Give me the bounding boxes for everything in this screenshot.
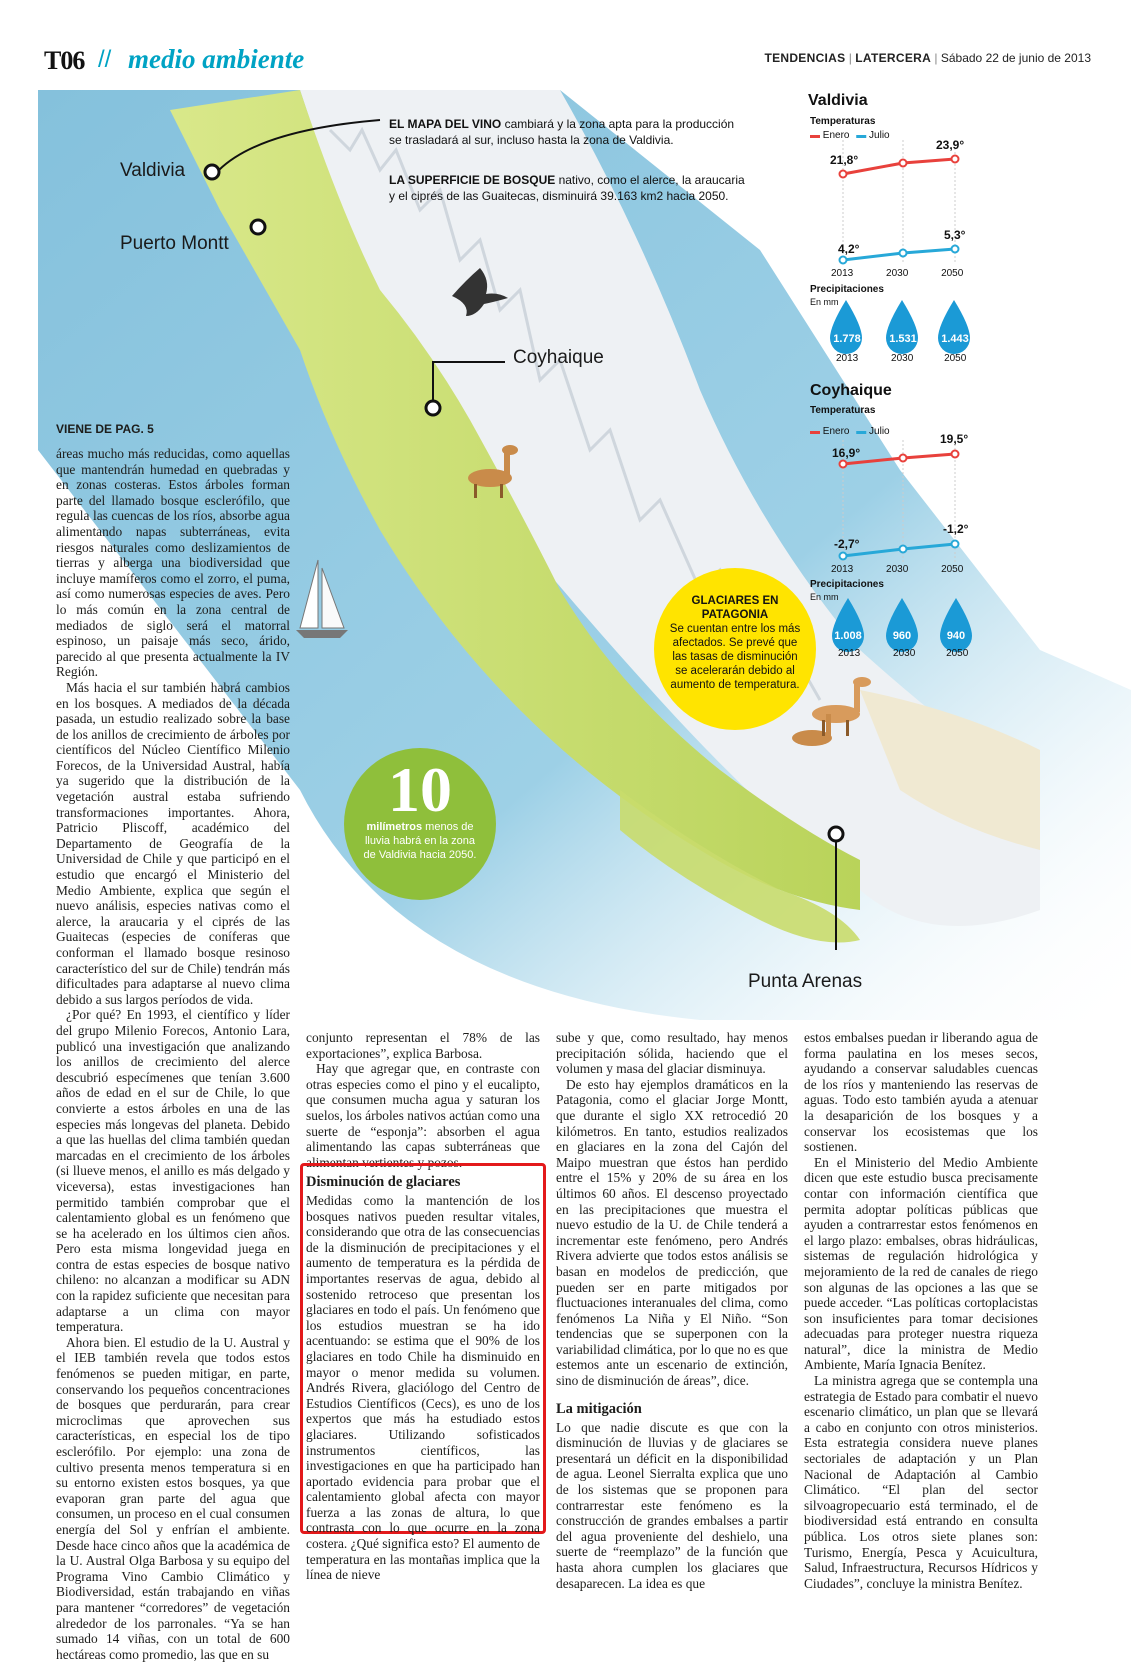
valdivia-jan-point (840, 171, 847, 178)
city-label-punta-arenas: Punta Arenas (748, 971, 863, 992)
year-label: 2013 (831, 564, 854, 575)
paragraph: En el Ministerio del Medio Ambiente dicen que este estudio busca precisamente contar con información científica que permita adoptar políticas públicas que ayuden a contrarrestar estos fenómenos en el largo plazo: embalses, obras hidráulicas, sistemas de regulación hidrológica y mejoramiento de la red de canales de riego son algunas de las opciones a las que se puede acceder. “Las políticas cortoplacistas son insuficientes para tomar decisiones adecuadas para proteger nuestra riqueza natural”, dice la ministra de Medio Ambiente, María Ignacia Benítez. (804, 1154, 1038, 1373)
punta-arenas-marker (829, 827, 843, 841)
legend-enero: Enero (822, 130, 850, 141)
year-label: 2030 (886, 564, 909, 575)
valdivia-legend: ▬ Enero ▬ Julio (810, 130, 890, 141)
rain-reduction-circle (344, 748, 496, 900)
paragraph: Hay que agregar que, en contraste con otras especies como el pino y el eucalipto, que consumen mucha agua y saturan los suelos, los árboles nativos actúan como una suerte de “esponja”: absorben el agua alimentando las capas subterráneas que alimentan vertientes y pozos. (306, 1061, 540, 1170)
year-label: 2013 (836, 353, 859, 364)
year-label: 2030 (893, 648, 916, 659)
coyhaique-jul-point (952, 541, 959, 548)
valdivia-jan-start: 21,8° (830, 153, 859, 167)
rain-reduction-number: 10 (388, 754, 452, 825)
paragraph: Lo que nadie discute es que con la disminución de lluvias y de glaciares se presentará un déficit en la disponibilidad de agua. Leonel Sierralta explica que uno de los sistemas que se proponen para contrarrestar este fenómeno es la construcción de grandes embalses a partir del agua proveniente del deshielo, una suerte de “reemplazo” de la función que hasta ahora cumplen los glaciares que desaparecen. La idea es que (556, 1419, 788, 1591)
article-column-4 (804, 1030, 1038, 1591)
rain-reduction-unit: milímetros (366, 821, 423, 833)
article-column-3 (556, 1030, 788, 1591)
coyhaique-precip-drops (822, 596, 982, 652)
header-masthead: TENDENCIAS | LATERCERA | Sábado 22 de junio de 2013 (764, 51, 1091, 65)
city-label-valdivia: Valdivia (120, 160, 186, 181)
city-label-puerto-montt: Puerto Montt (120, 233, 229, 254)
header-brand: TENDENCIAS (764, 51, 846, 65)
continued-from-label: VIENE DE PAG. 5 (56, 422, 154, 436)
year-label: 2013 (831, 268, 854, 279)
coyhaique-precip-years (838, 648, 968, 659)
forest-surface-note (389, 172, 749, 204)
section-heading-glaciers: Disminución de glaciares (306, 1174, 461, 1190)
rain-reduction-text (344, 820, 496, 862)
coyhaique-legend: ▬ Enero ▬ Julio (810, 426, 890, 437)
year-label: 2050 (941, 564, 964, 575)
valdivia-precip-unit: En mm (810, 297, 839, 307)
valdivia-jul-start: 4,2° (838, 242, 860, 256)
year-label: 2013 (838, 648, 861, 659)
valdivia-jul-end: 5,3° (944, 228, 966, 242)
valdivia-jul-point (952, 246, 959, 253)
glaciers-title-line2: PATAGONIA (701, 609, 769, 621)
year-label: 2030 (886, 268, 909, 279)
precip-drop (938, 300, 970, 354)
puerto-montt-marker (251, 220, 265, 234)
year-label: 2050 (944, 353, 967, 364)
paragraph: Ahora bien. El estudio de la U. Austral y el IEB también revela que todos estos fenómenos se pueden mitigar, en parte, conservando los pequeños concentraciones de bosques que perdurarán, para crear microclimas que aprovechen sus características, en especial los de tipo esclerófilo. Por ejemplo: una zona de cultivo presenta menos temperatura si en su entorno existen estos bosques, ya que evaporan gran parte del agua que consumen, un proceso en el cual consumen energía del Sol y enfrían el ambiente. Desde hace cinco años que la académica de la U. Austral Olga Barbosa y su equipo del Programa Vino Cambio Climático y Biodiversidad, están trabajando en viñas para mantener “corredores” de vegetación alrededor de los parronales. “Ya se han sumado 14 viñas, con un total de 600 hectáreas como promedio, las que en su (56, 1334, 290, 1662)
year-label: 2050 (941, 268, 964, 279)
valdivia-precip-label: Precipitaciones (810, 284, 884, 295)
header-date: Sábado 22 de junio de 2013 (940, 51, 1091, 65)
header-separator: // (98, 46, 112, 73)
valdivia-marker (205, 165, 219, 179)
paragraph: ¿Por qué? En 1993, el científico y líder del grupo Milenio Forecos, Antonio Lara, publicó una investigación que analizando los anillos de crecimiento del alerce descubrió especímenes que tenían 3.600 años de edad en el sur de Chile, lo que convierte a estos árboles en una de las especies más longevas del planeta. Debido a que las huellas del clima también quedan marcadas en el crecimiento de los árboles (si llueve menos, el anillo es más delgado y viceversa), estas investigaciones han permitido también comprobar que el calentamiento global es un fenómeno que se ha acelerado en los últimos cien años. Pero esta misma longevidad juega en contra de estas especies de bosque nativo chileno: no alcanzan a modificar su ADN con la rapidez suficiente que necesitan para adaptarse a un clima con mayor temperatura. (56, 1007, 290, 1335)
coyhaique-precip-2013: 1.008 (834, 630, 862, 642)
paragraph: De esto hay ejemplos dramáticos en la Patagonia, como el glaciar Jorge Montt, que durante el siglo XX retrocedió 20 kilómetros. En tanto, estudios realizados en glaciares en la zona del Cajón del Maipo muestran que éstos han perdido entre el 15% y 20% de su área en los últimos 60 años. El descenso proyectado en las precipitaciones que muestra el nuevo estudio de la U. de Chile tenderá a incrementar este fenómeno, pero Andrés Rivera advierte que todos estos análisis se basan en modelos de predicción, que pueden ser en parte mitigados por fluctuaciones interanuales del clima, como fenómenos La Niña y El Niño. “Son tendencias que se superponen con la variabilidad climática, por lo que no es que estemos ante un escenario de extinción, sino de disminución de áreas”, dice. (556, 1076, 788, 1389)
article-column-1 (56, 446, 290, 1662)
coyhaique-marker (426, 401, 440, 415)
coyhaique-jan-point (840, 461, 847, 468)
valdivia-precip-2050: 1.443 (941, 333, 969, 345)
precip-drop (832, 598, 864, 652)
precip-drop (940, 598, 972, 652)
legend-enero: Enero (822, 426, 850, 437)
paragraph: sube y que, como resultado, hay menos precipitación sólida, haciendo que el volumen y masa del glaciar disminuya. (556, 1030, 788, 1077)
paragraph: La ministra agrega que se contempla una estrategia de Estado para combatir el nuevo escenario climático, un plan que se llevará a cabo en conjunto con otros ministerios. Esta estrategia considera nueve planes sectoriales de adaptación y un Plan Nacional de Adaptación al Cambio Climático. “El plan del sector silvoagropecuario está terminado, el de biodiversidad está entrando en consulta pública. Los otros siete planes son: Turismo, Energía, Pesca y Acuicultura, Salud, Infraestructura, Recursos Hídricos y Ciudades”, concluye la ministra Benítez. (804, 1373, 1038, 1591)
valdivia-jul-point (840, 257, 847, 264)
coyhaique-jan-start: 16,9° (832, 446, 861, 460)
coyhaique-jan-end: 19,5° (940, 432, 969, 446)
forest-note-text: nativo, como el alerce, la araucaria y el ciprés de las Guaitecas, disminuirá 39.163 km2 hacia 2050. (389, 173, 745, 203)
paragraph: áreas mucho más reducidas, como aquellas que mantendrán humedad en quebradas y en zonas costeras. Estos árboles forman parte del llamado bosque esclerófilo, que regula las cuencas de los ríos, absorbe agua alimentando napas subterráneas, evita riesgos naturales como deslizamientos de tierras y alberga una biodiversidad que incluye mamíferos como el zorro, el puma, así como numerosas especies de aves. Pero lo más común en la zona central de mediados de siglo será el matorral espinoso, un paisaje más seco, árido, parecido al que presenta actualmente la IV Región. (56, 446, 290, 680)
wine-map-note (389, 116, 749, 148)
glaciers-title (654, 594, 816, 622)
coyhaique-temp-label: Temperaturas (810, 405, 876, 416)
coyhaique-year-axis (831, 564, 963, 575)
valdivia-year-axis (831, 268, 963, 279)
glaciers-desc: Se cuentan entre los más afectados. Se prevé que las tasas de disminución se acelerarán debido al aumento de temperatura. (669, 623, 801, 691)
coyhaique-precip-2050: 940 (946, 630, 966, 642)
coyhaique-jan-point (952, 451, 959, 458)
year-label: 2030 (891, 353, 914, 364)
precip-drop (886, 300, 918, 354)
paragraph: conjunto representan el 78% de las exportaciones”, explica Barbosa. (306, 1030, 540, 1061)
coyhaique-jul-end: -1,2° (943, 522, 969, 536)
forest-note-lead: LA SUPERFICIE DE BOSQUE (389, 173, 556, 187)
coyhaique-precip-label: Precipitaciones (810, 579, 884, 590)
wine-note-text: cambiará y la zona apta para la producción se trasladará al sur, incluso hasta la zona de Valdivia. (389, 117, 735, 147)
coyhaique-precip-2030: 960 (892, 630, 912, 642)
valdivia-jan-point (900, 160, 907, 167)
page-number: T06 (44, 46, 85, 75)
coyhaique-panel-title: Coyhaique (810, 382, 892, 399)
paragraph: estos embalses puedan ir liberando agua de forma paulatina en los meses secos, ayudando a conservar saludables cuencas de los ríos y manteniendo las reservas de aguas. Todo esto también ayuda a atenuar la desaparición de los bosques y a conservar los ecosistemas que los sostienen. (804, 1030, 1038, 1155)
paragraph: Medidas como la mantención de los bosques nativos pueden resultar vitales, considerando que otra de las consecuencias de la disminución de precipitaciones y el aumento de temperatura es la pérdida de importantes reservas de agua, debido al sostenido retroceso que presentan los glaciares en todo el país. Un fenómeno que los estudios muestran se ha ido acentuando: se estima que el 90% de los glaciares en todo Chile ha disminuido en mayor o menor medida su volumen. Andrés Rivera, glaciólogo del Centro de Estudios Científicos (Cecs), es uno de los expertos que más ha estudiado estos glaciares. Utilizando sofisticados instrumentos científicos, las investigaciones en que ha participado han aportado evidencia para probar que el calentamiento global afecta con mayor fuerza a las zonas de altura, lo que contrasta con lo que ocurre en la zona costera. ¿Qué significa esto? El aumento de temperatura en las montañas implica que la línea de nieve (306, 1193, 540, 1583)
precip-drop (830, 300, 862, 354)
section-title: medio ambiente (128, 44, 305, 74)
coyhaique-jul-point (840, 553, 847, 560)
rain-reduction-desc: menos de lluvia habrá en la zona de Valdivia hacia 2050. (363, 821, 477, 861)
legend-julio: Julio (869, 130, 890, 141)
valdivia-jul-point (900, 250, 907, 257)
wine-note-lead: EL MAPA DEL VINO (389, 117, 502, 131)
glaciers-section (306, 1170, 540, 1583)
valdivia-precip-2030: 1.531 (889, 333, 917, 345)
valdivia-precip-drops (820, 298, 980, 356)
valdivia-temp-label: Temperaturas (810, 116, 876, 127)
valdivia-jan-point (952, 156, 959, 163)
glaciers-title-line1: GLACIARES EN (691, 595, 779, 607)
article-column-2 (306, 1030, 540, 1170)
coyhaique-jul-start: -2,7° (834, 537, 860, 551)
precip-drop (886, 598, 918, 652)
coyhaique-jan-point (900, 455, 907, 462)
header-paper: LATERCERA (855, 51, 932, 65)
legend-julio: Julio (869, 426, 890, 437)
valdivia-jan-end: 23,9° (936, 138, 965, 152)
year-label: 2050 (946, 648, 969, 659)
glaciers-circle (654, 568, 816, 730)
coyhaique-jul-point (900, 546, 907, 553)
valdivia-panel-title: Valdivia (808, 92, 868, 109)
paragraph: Más hacia el sur también habrá cambios en los bosques. A mediados de la década pasada, un estudio realizado sobre la base de los anillos de crecimiento de árboles por científicos del Núcleo Científico Milenio Forecos, de la Universidad Austral, había ya sugerido que la distribución de la vegetación austral estaba sufriendo transformaciones importantes. Ahora, Patricio Pliscoff, académico del Departamento de Geografía de la Universidad de Chile y que participó en el estudio que encargó el Ministerio del Medio Ambiente, explica que según el nuevo análisis, especies nativas como el alerce, la araucaria y el ciprés de las Guaitecas (especies de coníferas que conforman el llamado bosque resinoso característico del sur de Chile) tendrán más dificultades para adaptarse al nuevo clima debido a sus largos períodos de vida. (56, 679, 290, 1007)
section-heading-mitigation: La mitigación (556, 1400, 642, 1417)
valdivia-precip-years (836, 353, 966, 364)
coyhaique-precip-unit: En mm (810, 592, 839, 602)
valdivia-precip-2013: 1.778 (833, 333, 861, 345)
city-label-coyhaique: Coyhaique (513, 347, 604, 368)
